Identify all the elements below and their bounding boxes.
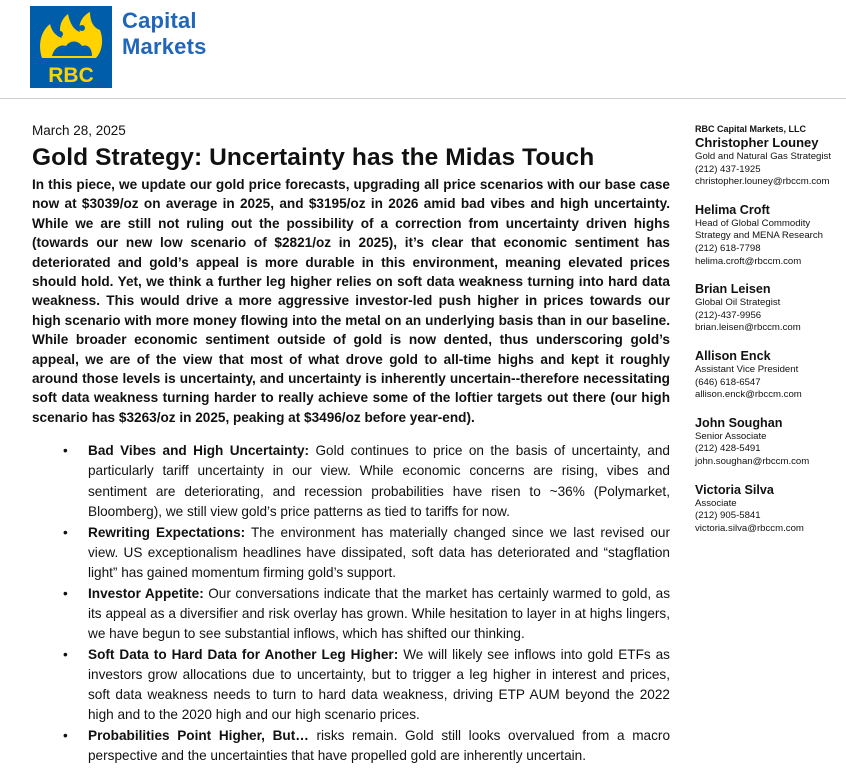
analyst-contact	[695, 281, 845, 335]
contacts-list	[695, 135, 845, 535]
analyst-phone: (212)-437-9956	[695, 309, 762, 321]
analyst-phone: (212) 428-5491	[695, 443, 761, 455]
brand-line-2: Markets	[122, 34, 207, 59]
analyst-contact	[695, 202, 845, 268]
bullet-icon: •	[63, 524, 68, 540]
header-divider	[0, 98, 846, 99]
analyst-phone: (212) 905-5841	[695, 510, 761, 522]
rbc-logo-text: RBC	[48, 64, 94, 87]
bullet-icon: •	[63, 585, 68, 601]
key-point-item	[32, 523, 670, 584]
key-point-heading: Probabilities Point Higher, But…	[88, 728, 309, 744]
analyst-contact	[695, 415, 845, 469]
analyst-name: Victoria Silva	[695, 482, 774, 497]
bullet-icon: •	[63, 646, 68, 662]
key-points-list	[32, 441, 670, 766]
key-point-heading: Bad Vibes and High Uncertainty:	[88, 443, 310, 459]
analyst-name: John Soughan	[695, 415, 783, 430]
analyst-role: Associate	[695, 497, 737, 509]
analyst-role: Head of Global Commodity Strategy and MENA Research	[695, 217, 823, 242]
bullet-icon: •	[63, 443, 68, 459]
report-title: Gold Strategy: Uncertainty has the Midas Touch	[32, 144, 595, 171]
analyst-phone: (212) 618-7798	[695, 242, 761, 254]
report-summary: In this piece, we update our gold price forecasts, upgrading all price scenarios with our base case now at $3039/oz on average in 2025, and $3195/oz in 2026 amid bad vibes and high uncertainty. While we are still not ruling out the possibility of a correction from uncertainty driven highs (towards our new low scenario of $2821/oz in 2025), it’s clear that economic sentiment has deteriorated and gold’s appeal is more durable in this environment, meaning elevated prices should hold. Yet, we think a further leg higher relies on soft data weakness turning into hard data weakness. This would drive a more aggressive investor-led push higher in prices towards our high scenario with more money flowing into the metal on an underlying basis than in our baseline. While broader economic sentiment outside of gold is now dented, thus underscoring gold’s appeal, we are of the view that most of what drove gold to all-time highs and kept it roughly around those levels is uncertainty, and uncertainty is inherently uncertain--therefore necessitating soft data weakness turning harder to really achieve some of the loftier targets out there (our high scenario has $3263/oz in 2025, peaking at $3496/oz before year-end).	[32, 177, 670, 425]
analyst-name: Allison Enck	[695, 348, 771, 363]
key-point-heading: Rewriting Expectations:	[88, 524, 246, 540]
rbc-logo-icon	[30, 6, 112, 88]
report-body	[32, 122, 670, 767]
analyst-email[interactable]: victoria.silva@rbccm.com	[695, 522, 804, 534]
analyst-contact	[695, 348, 845, 402]
analyst-name: Helima Croft	[695, 202, 770, 217]
key-point-heading: Investor Appetite:	[88, 585, 204, 601]
key-point-text: Gold continues to price on the basis of uncertainty, and particularly tariff uncertainty in our view. While economic concerns are rising, vibes and sentiment are deteriorating, and recession probabilities have risen to ~36% (Polymarket, Bloomberg), we still view gold’s price patterns as tied to tariffs for now.	[88, 443, 670, 519]
key-point-item	[32, 726, 670, 766]
key-point-item	[32, 645, 670, 726]
analyst-role: Gold and Natural Gas Strategist	[695, 151, 831, 162]
analyst-sidebar	[695, 123, 845, 548]
key-point-item	[32, 584, 670, 645]
key-point-text: The environment has materially changed since we last revised our view. US exceptionalism headlines have dissipated, soft data has deteriorated and “stagflation light” has gained momentum firming gold’s support.	[88, 524, 670, 580]
analyst-contact	[695, 135, 845, 189]
analyst-email[interactable]: christopher.louney@rbccm.com	[695, 176, 830, 188]
key-point-text: Our conversations indicate that the market has certainly warmed to gold, as its appeal as a diversifier and risk overlay has grown. While hesitation to layer in at highs lingers, we have begun to see substantial inflows, which has shifted our thinking.	[88, 585, 670, 642]
key-point-text: We will likely see inflows into gold ETFs as investors grow allocations due to uncertainty, but to trigger a leg higher in interest and prices, soft data weakness needs to turn to hard data weakness, driving ETP AUM beyond the 2022 high and to the 2020 high and our high scenario prices.	[88, 646, 670, 723]
analyst-email[interactable]: helima.croft@rbccm.com	[695, 255, 802, 267]
analyst-contact	[695, 482, 845, 536]
analyst-phone: (646) 618-6547	[695, 376, 761, 388]
analyst-name: Christopher Louney	[695, 135, 819, 150]
analyst-role: Senior Associate	[695, 430, 767, 442]
page-header	[0, 0, 846, 100]
brand-wordmark	[122, 8, 207, 60]
analyst-name: Brian Leisen	[695, 282, 771, 297]
report-date: March 28, 2025	[32, 123, 126, 138]
key-point-heading: Soft Data to Hard Data for Another Leg Higher:	[88, 646, 399, 662]
analyst-role: Global Oil Strategist	[695, 297, 781, 309]
analyst-email[interactable]: brian.leisen@rbccm.com	[695, 322, 801, 334]
brand-line-1: Capital	[122, 8, 197, 33]
key-point-item	[32, 441, 670, 522]
analyst-email[interactable]: john.soughan@rbccm.com	[695, 455, 810, 467]
firm-name: RBC Capital Markets, LLC	[695, 124, 807, 134]
analyst-email[interactable]: allison.enck@rbccm.com	[695, 389, 802, 401]
analyst-role: Assistant Vice President	[695, 363, 799, 375]
registered-mark: ®	[96, 80, 103, 90]
key-point-text: risks remain. Gold still looks overvalued from a macro perspective and the uncertainties that have propelled gold are inherently uncertain.	[88, 728, 671, 764]
bullet-icon: •	[63, 728, 68, 744]
analyst-phone: (212) 437-1925	[695, 163, 761, 175]
